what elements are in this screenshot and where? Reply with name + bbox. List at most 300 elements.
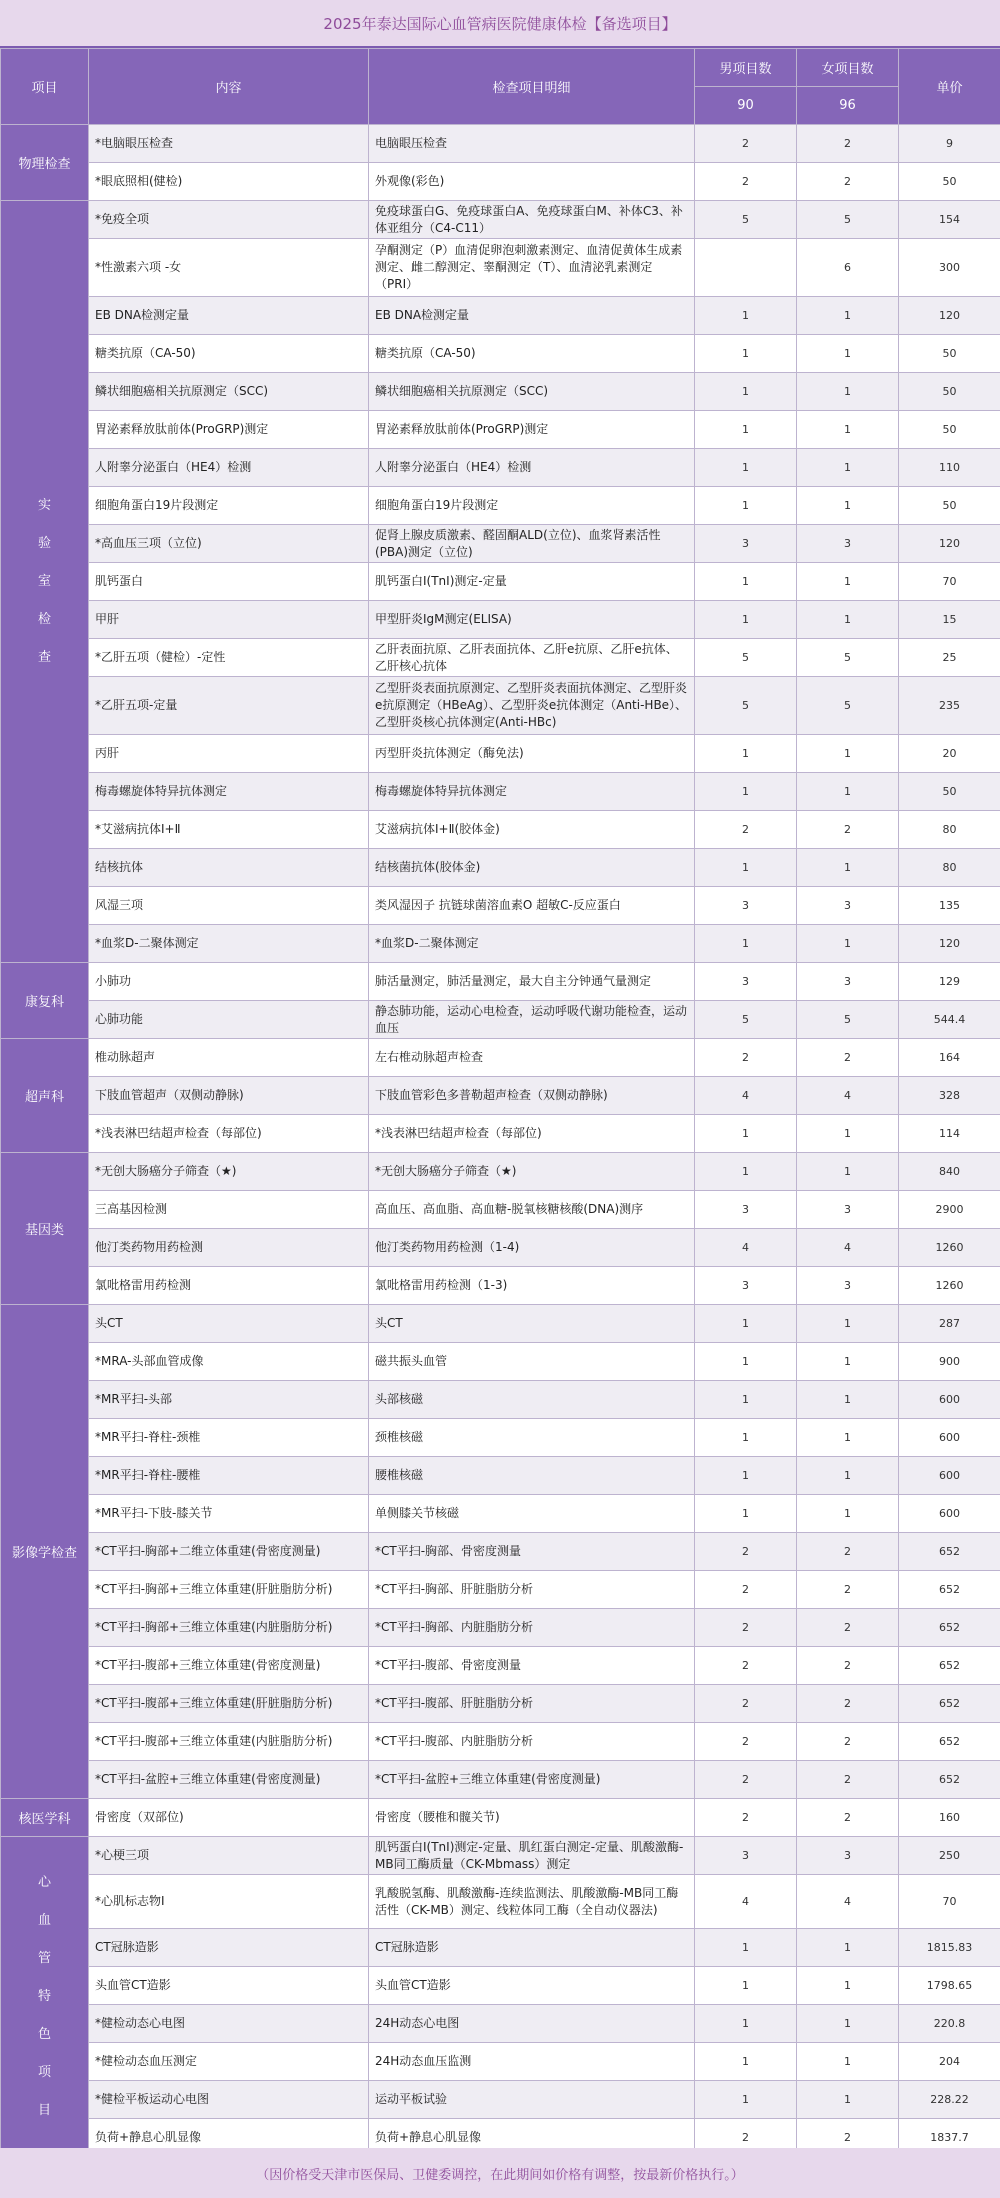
item-detail: 腰椎核磁: [369, 1457, 695, 1495]
item-detail: EB DNA检测定量: [369, 297, 695, 335]
male-count: 1: [695, 773, 797, 811]
header-female-count: 女项目数: [797, 49, 899, 87]
table-row: [1, 887, 1000, 925]
unit-price: 15: [899, 601, 1000, 639]
table-row: [1, 1457, 1000, 1495]
item-content: *CT平扫-腹部+三维立体重建(肝脏脂肪分析): [89, 1685, 369, 1723]
male-count: 1: [695, 1343, 797, 1381]
female-count: 1: [797, 2005, 899, 2043]
item-content: *免疫全项: [89, 201, 369, 239]
unit-price: 228.22: [899, 2081, 1000, 2119]
table-row: [1, 925, 1000, 963]
male-count: 3: [695, 1267, 797, 1305]
female-count: 1: [797, 1343, 899, 1381]
table-row: [1, 163, 1000, 201]
table-row: [1, 1799, 1000, 1837]
unit-price: 235: [899, 677, 1000, 735]
unit-price: 1798.65: [899, 1967, 1000, 2005]
table-row: [1, 1647, 1000, 1685]
item-detail: 人附睾分泌蛋白（HE4）检测: [369, 449, 695, 487]
item-content: *CT平扫-胸部+二维立体重建(骨密度测量): [89, 1533, 369, 1571]
unit-price: 154: [899, 201, 1000, 239]
item-content: 鳞状细胞癌相关抗原测定（SCC): [89, 373, 369, 411]
unit-price: 135: [899, 887, 1000, 925]
item-content: *健检动态心电图: [89, 2005, 369, 2043]
item-content: *健检动态血压测定: [89, 2043, 369, 2081]
item-content: 糖类抗原（CA-50): [89, 335, 369, 373]
table-row: [1, 373, 1000, 411]
unit-price: 840: [899, 1153, 1000, 1191]
male-count: 1: [695, 2043, 797, 2081]
item-detail: 乙型肝炎表面抗原测定、乙型肝炎表面抗体测定、乙型肝炎e抗原测定（HBeAg）、乙型肝炎e抗体测定（Anti-HBe）、乙型肝炎核心抗体测定(Anti-HBc): [369, 677, 695, 735]
male-count: 4: [695, 1077, 797, 1115]
male-count: 1: [695, 925, 797, 963]
male-count: 5: [695, 677, 797, 735]
female-count: 2: [797, 125, 899, 163]
male-count: 1: [695, 373, 797, 411]
item-detail: 左右椎动脉超声检查: [369, 1039, 695, 1077]
item-detail: 骨密度（腰椎和髋关节): [369, 1799, 695, 1837]
item-content: *CT平扫-腹部+三维立体重建(内脏脂肪分析): [89, 1723, 369, 1761]
table-row: [1, 201, 1000, 239]
male-count: 1: [695, 1381, 797, 1419]
female-count: 1: [797, 2043, 899, 2081]
header-male-total: 90: [695, 87, 797, 125]
male-count: 1: [695, 735, 797, 773]
item-detail: 他汀类药物用药检测（1-4): [369, 1229, 695, 1267]
female-count: 2: [797, 1647, 899, 1685]
item-detail: 鳞状细胞癌相关抗原测定（SCC): [369, 373, 695, 411]
male-count: 2: [695, 1647, 797, 1685]
item-detail: *CT平扫-胸部、内脏脂肪分析: [369, 1609, 695, 1647]
item-content: 骨密度（双部位): [89, 1799, 369, 1837]
item-content: *电脑眼压检查: [89, 125, 369, 163]
unit-price: 50: [899, 163, 1000, 201]
female-count: 2: [797, 1723, 899, 1761]
table-row: [1, 1837, 1000, 1875]
unit-price: 50: [899, 411, 1000, 449]
male-count: 1: [695, 449, 797, 487]
unit-price: 600: [899, 1495, 1000, 1533]
item-content: *乙肝五项-定量: [89, 677, 369, 735]
item-detail: *CT平扫-胸部、骨密度测量: [369, 1533, 695, 1571]
category-cell: 影像学检查: [1, 1305, 89, 1799]
female-count: 4: [797, 1229, 899, 1267]
item-content: 三高基因检测: [89, 1191, 369, 1229]
table-row: [1, 411, 1000, 449]
female-count: 3: [797, 1191, 899, 1229]
unit-price: 220.8: [899, 2005, 1000, 2043]
unit-price: 600: [899, 1457, 1000, 1495]
table-row: [1, 1761, 1000, 1799]
female-count: 1: [797, 1967, 899, 2005]
unit-price: 652: [899, 1609, 1000, 1647]
item-detail: *CT平扫-腹部、骨密度测量: [369, 1647, 695, 1685]
item-detail: 艾滋病抗体Ⅰ+Ⅱ(胶体金): [369, 811, 695, 849]
table-row: [1, 1967, 1000, 2005]
unit-price: 652: [899, 1723, 1000, 1761]
unit-price: 300: [899, 239, 1000, 297]
item-content: 人附睾分泌蛋白（HE4）检测: [89, 449, 369, 487]
male-count: 3: [695, 963, 797, 1001]
table-row: [1, 1229, 1000, 1267]
male-count: 2: [695, 811, 797, 849]
item-content: 他汀类药物用药检测: [89, 1229, 369, 1267]
header-price: 单价: [899, 49, 1000, 125]
item-content: *心梗三项: [89, 1837, 369, 1875]
item-content: *CT平扫-腹部+三维立体重建(骨密度测量): [89, 1647, 369, 1685]
item-detail: 负荷+静息心肌显像: [369, 2119, 695, 2157]
male-count: 1: [695, 1967, 797, 2005]
female-count: 1: [797, 1381, 899, 1419]
item-content: *MR平扫-头部: [89, 1381, 369, 1419]
item-content: 负荷+静息心肌显像: [89, 2119, 369, 2157]
item-content: *无创大肠癌分子筛查（★): [89, 1153, 369, 1191]
table-row: [1, 1305, 1000, 1343]
item-content: 头血管CT造影: [89, 1967, 369, 2005]
item-content: 梅毒螺旋体特异抗体测定: [89, 773, 369, 811]
female-count: 2: [797, 2119, 899, 2157]
unit-price: 600: [899, 1381, 1000, 1419]
unit-price: 2900: [899, 1191, 1000, 1229]
table-row: [1, 1533, 1000, 1571]
item-detail: 乙肝表面抗原、乙肝表面抗体、乙肝e抗原、乙肝e抗体、乙肝核心抗体: [369, 639, 695, 677]
male-count: 1: [695, 1305, 797, 1343]
unit-price: 120: [899, 925, 1000, 963]
unit-price: 287: [899, 1305, 1000, 1343]
table-row: [1, 335, 1000, 373]
male-count: 1: [695, 487, 797, 525]
item-content: 氯吡格雷用药检测: [89, 1267, 369, 1305]
item-content: EB DNA检测定量: [89, 297, 369, 335]
male-count: [695, 239, 797, 297]
female-count: 2: [797, 1609, 899, 1647]
item-detail: *CT平扫-腹部、内脏脂肪分析: [369, 1723, 695, 1761]
female-count: 6: [797, 239, 899, 297]
male-count: 2: [695, 1571, 797, 1609]
item-detail: 高血压、高血脂、高血糖-脱氧核糖核酸(DNA)测序: [369, 1191, 695, 1229]
table-row: [1, 677, 1000, 735]
female-count: 1: [797, 1419, 899, 1457]
item-detail: 梅毒螺旋体特异抗体测定: [369, 773, 695, 811]
unit-price: 544.4: [899, 1001, 1000, 1039]
item-content: 心肺功能: [89, 1001, 369, 1039]
female-count: 1: [797, 735, 899, 773]
item-detail: 运动平板试验: [369, 2081, 695, 2119]
item-content: *眼底照相(健检): [89, 163, 369, 201]
table-row: [1, 1153, 1000, 1191]
male-count: 2: [695, 2119, 797, 2157]
item-detail: 电脑眼压检查: [369, 125, 695, 163]
unit-price: 652: [899, 1571, 1000, 1609]
item-detail: 外观像(彩色): [369, 163, 695, 201]
item-detail: 细胞角蛋白19片段测定: [369, 487, 695, 525]
category-cell: 核医学科: [1, 1799, 89, 1837]
item-detail: 促肾上腺皮质激素、醛固酮ALD(立位)、血浆肾素活性(PBA)测定（立位): [369, 525, 695, 563]
table-row: [1, 1381, 1000, 1419]
unit-price: 50: [899, 335, 1000, 373]
item-detail: 肺活量测定，肺活量测定，最大自主分钟通气量测定: [369, 963, 695, 1001]
item-content: *MR平扫-脊柱-颈椎: [89, 1419, 369, 1457]
item-content: *CT平扫-胸部+三维立体重建(肝脏脂肪分析): [89, 1571, 369, 1609]
male-count: 1: [695, 563, 797, 601]
item-detail: *CT平扫-胸部、肝脏脂肪分析: [369, 1571, 695, 1609]
female-count: 1: [797, 563, 899, 601]
header-male-count: 男项目数: [695, 49, 797, 87]
item-detail: 24H动态心电图: [369, 2005, 695, 2043]
female-count: 1: [797, 1305, 899, 1343]
table-row: [1, 125, 1000, 163]
female-count: 1: [797, 487, 899, 525]
female-count: 2: [797, 163, 899, 201]
male-count: 2: [695, 163, 797, 201]
table-row: [1, 1001, 1000, 1039]
female-count: 2: [797, 1533, 899, 1571]
male-count: 1: [695, 297, 797, 335]
female-count: 3: [797, 1267, 899, 1305]
unit-price: 652: [899, 1761, 1000, 1799]
female-count: 1: [797, 773, 899, 811]
item-detail: 头部核磁: [369, 1381, 695, 1419]
male-count: 1: [695, 411, 797, 449]
table-row: [1, 487, 1000, 525]
table-row: [1, 601, 1000, 639]
table-row: [1, 563, 1000, 601]
male-count: 1: [695, 1929, 797, 1967]
female-count: 3: [797, 1837, 899, 1875]
page-title: 2025年泰达国际心血管病医院健康体检【备选项目】: [0, 0, 1000, 48]
header-item: 项目: [1, 49, 89, 125]
unit-price: 80: [899, 849, 1000, 887]
male-count: 1: [695, 2005, 797, 2043]
female-count: 3: [797, 525, 899, 563]
unit-price: 80: [899, 811, 1000, 849]
male-count: 1: [695, 1419, 797, 1457]
male-count: 5: [695, 201, 797, 239]
item-detail: 免疫球蛋白G、免疫球蛋白A、免疫球蛋白M、补体C3、补体亚组分（C4-C11）: [369, 201, 695, 239]
table-row: [1, 1929, 1000, 1967]
male-count: 4: [695, 1875, 797, 1929]
category-cell: 物理检查: [1, 125, 89, 201]
table-row: [1, 1115, 1000, 1153]
female-count: 2: [797, 1799, 899, 1837]
female-count: 5: [797, 677, 899, 735]
item-content: *性激素六项 -女: [89, 239, 369, 297]
male-count: 2: [695, 1761, 797, 1799]
female-count: 4: [797, 1875, 899, 1929]
table-row: [1, 2081, 1000, 2119]
female-count: 2: [797, 1761, 899, 1799]
table-row: [1, 639, 1000, 677]
item-content: *浅表淋巴结超声检查（每部位): [89, 1115, 369, 1153]
female-count: 2: [797, 1685, 899, 1723]
header-detail: 检查项目明细: [369, 49, 695, 125]
item-detail: *CT平扫-盆腔+三维立体重建(骨密度测量): [369, 1761, 695, 1799]
table-row: [1, 1571, 1000, 1609]
item-content: 甲肝: [89, 601, 369, 639]
female-count: 1: [797, 849, 899, 887]
table-wrapper: [0, 48, 1000, 2157]
unit-price: 25: [899, 639, 1000, 677]
male-count: 3: [695, 887, 797, 925]
unit-price: 652: [899, 1533, 1000, 1571]
unit-price: 1837.7: [899, 2119, 1000, 2157]
table-row: [1, 297, 1000, 335]
female-count: 2: [797, 1571, 899, 1609]
header-female-total: 96: [797, 87, 899, 125]
table-row: [1, 2005, 1000, 2043]
unit-price: 250: [899, 1837, 1000, 1875]
item-content: *MR平扫-脊柱-腰椎: [89, 1457, 369, 1495]
unit-price: 70: [899, 563, 1000, 601]
item-detail: 丙型肝炎抗体测定（酶免法): [369, 735, 695, 773]
table-row: [1, 811, 1000, 849]
table-row: [1, 2043, 1000, 2081]
table-row: [1, 1077, 1000, 1115]
unit-price: 70: [899, 1875, 1000, 1929]
male-count: 1: [695, 1115, 797, 1153]
category-cell: 实 验 室 检 查: [1, 201, 89, 963]
unit-price: 9: [899, 125, 1000, 163]
male-count: 2: [695, 1723, 797, 1761]
unit-price: 114: [899, 1115, 1000, 1153]
item-content: *CT平扫-胸部+三维立体重建(内脏脂肪分析): [89, 1609, 369, 1647]
unit-price: 1815.83: [899, 1929, 1000, 1967]
table-row: [1, 849, 1000, 887]
male-count: 1: [695, 849, 797, 887]
item-detail: 下肢血管彩色多普勒超声检查（双侧动静脉): [369, 1077, 695, 1115]
female-count: 1: [797, 2081, 899, 2119]
male-count: 1: [695, 1153, 797, 1191]
item-detail: 甲型肝炎IgM测定(ELISA): [369, 601, 695, 639]
female-count: 1: [797, 335, 899, 373]
female-count: 5: [797, 639, 899, 677]
female-count: 1: [797, 411, 899, 449]
unit-price: 652: [899, 1685, 1000, 1723]
female-count: 2: [797, 1039, 899, 1077]
item-detail: 胃泌素释放肽前体(ProGRP)测定: [369, 411, 695, 449]
item-content: *血浆D-二聚体测定: [89, 925, 369, 963]
item-content: 胃泌素释放肽前体(ProGRP)测定: [89, 411, 369, 449]
unit-price: 129: [899, 963, 1000, 1001]
table-row: [1, 525, 1000, 563]
table-row: [1, 1267, 1000, 1305]
unit-price: 328: [899, 1077, 1000, 1115]
item-detail: 单侧膝关节核磁: [369, 1495, 695, 1533]
female-count: 5: [797, 1001, 899, 1039]
price-table: [0, 48, 1000, 2157]
male-count: 1: [695, 1495, 797, 1533]
male-count: 3: [695, 1837, 797, 1875]
male-count: 5: [695, 639, 797, 677]
table-row: [1, 1495, 1000, 1533]
unit-price: 652: [899, 1647, 1000, 1685]
female-count: 3: [797, 963, 899, 1001]
unit-price: 50: [899, 487, 1000, 525]
item-detail: 类风湿因子 抗链球菌溶血素O 超敏C-反应蛋白: [369, 887, 695, 925]
item-content: 椎动脉超声: [89, 1039, 369, 1077]
item-content: *CT平扫-盆腔+三维立体重建(骨密度测量): [89, 1761, 369, 1799]
item-content: *MR平扫-下肢-膝关节: [89, 1495, 369, 1533]
table-row: [1, 1039, 1000, 1077]
unit-price: 110: [899, 449, 1000, 487]
item-detail: 头血管CT造影: [369, 1967, 695, 2005]
item-detail: 孕酮测定（P）血清促卵泡刺激素测定、血清促黄体生成素测定、雌二醇测定、睾酮测定（T）、血清泌乳素测定（PRI）: [369, 239, 695, 297]
item-content: *健检平板运动心电图: [89, 2081, 369, 2119]
unit-price: 164: [899, 1039, 1000, 1077]
item-content: CT冠脉造影: [89, 1929, 369, 1967]
item-content: 结核抗体: [89, 849, 369, 887]
female-count: 1: [797, 1457, 899, 1495]
male-count: 1: [695, 601, 797, 639]
table-row: [1, 1191, 1000, 1229]
table-row: [1, 239, 1000, 297]
unit-price: 1260: [899, 1267, 1000, 1305]
female-count: 1: [797, 297, 899, 335]
male-count: 2: [695, 1039, 797, 1077]
unit-price: 120: [899, 525, 1000, 563]
female-count: 4: [797, 1077, 899, 1115]
item-detail: *浅表淋巴结超声检查（每部位): [369, 1115, 695, 1153]
table-row: [1, 1875, 1000, 1929]
unit-price: 160: [899, 1799, 1000, 1837]
item-detail: CT冠脉造影: [369, 1929, 695, 1967]
item-detail: 磁共振头血管: [369, 1343, 695, 1381]
item-content: 细胞角蛋白19片段测定: [89, 487, 369, 525]
unit-price: 600: [899, 1419, 1000, 1457]
female-count: 2: [797, 811, 899, 849]
table-row: [1, 735, 1000, 773]
item-content: 风湿三项: [89, 887, 369, 925]
unit-price: 1260: [899, 1229, 1000, 1267]
table-row: [1, 1419, 1000, 1457]
item-detail: 结核菌抗体(胶体金): [369, 849, 695, 887]
female-count: 1: [797, 601, 899, 639]
female-count: 1: [797, 1153, 899, 1191]
category-cell: 康复科: [1, 963, 89, 1039]
item-content: *高血压三项（立位): [89, 525, 369, 563]
category-cell: 心 血 管 特 色 项 目: [1, 1837, 89, 2157]
item-detail: 头CT: [369, 1305, 695, 1343]
female-count: 3: [797, 887, 899, 925]
male-count: 5: [695, 1001, 797, 1039]
item-detail: *血浆D-二聚体测定: [369, 925, 695, 963]
item-content: 小肺功: [89, 963, 369, 1001]
table-row: [1, 1343, 1000, 1381]
male-count: 2: [695, 125, 797, 163]
item-detail: *无创大肠癌分子筛查（★): [369, 1153, 695, 1191]
category-cell: 超声科: [1, 1039, 89, 1153]
female-count: 1: [797, 925, 899, 963]
item-content: *心肌标志物I: [89, 1875, 369, 1929]
table-row: [1, 1685, 1000, 1723]
table-row: [1, 1723, 1000, 1761]
male-count: 3: [695, 1191, 797, 1229]
male-count: 2: [695, 1609, 797, 1647]
item-content: *乙肝五项（健检）-定性: [89, 639, 369, 677]
female-count: 1: [797, 373, 899, 411]
male-count: 2: [695, 1533, 797, 1571]
male-count: 2: [695, 1685, 797, 1723]
item-content: *MRA-头部血管成像: [89, 1343, 369, 1381]
item-detail: 肌钙蛋白I(TnI)测定-定量: [369, 563, 695, 601]
unit-price: 120: [899, 297, 1000, 335]
table-row: [1, 773, 1000, 811]
female-count: 5: [797, 201, 899, 239]
male-count: 1: [695, 335, 797, 373]
table-row: [1, 449, 1000, 487]
item-detail: 24H动态血压监测: [369, 2043, 695, 2081]
